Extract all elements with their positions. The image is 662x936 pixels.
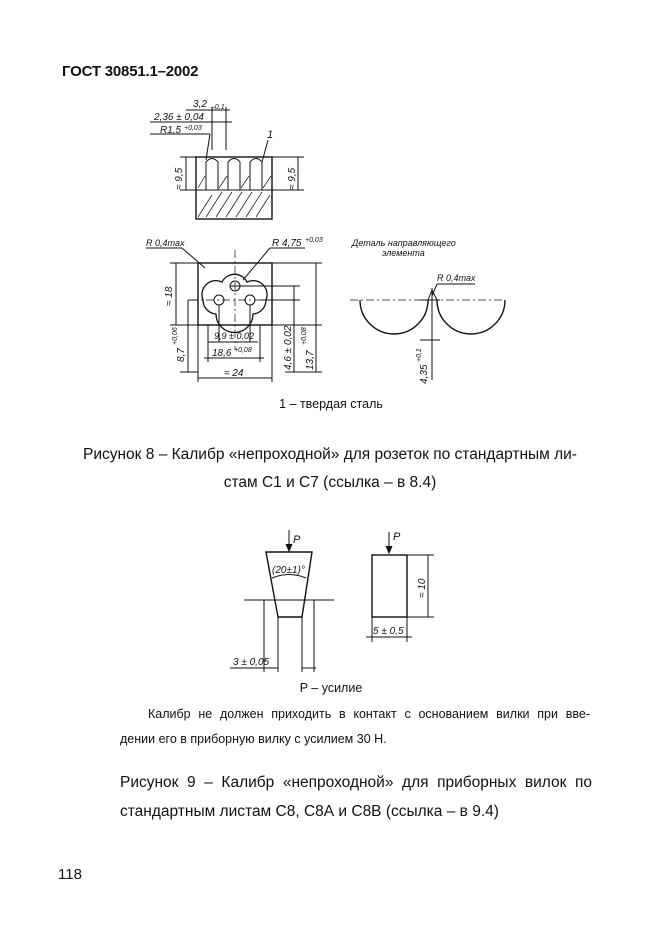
- r-4-75-label: R 4,75: [272, 238, 302, 249]
- dim-5-label: 5 ± 0,5: [373, 626, 404, 637]
- gauge-front-view: [146, 248, 322, 382]
- detail-r-0-4max-label: R 0,4max: [437, 273, 476, 283]
- figure-8-caption-line2: стам С1 и С7 (ссылка – в 8.4): [223, 474, 437, 491]
- page-number: 118: [58, 866, 82, 883]
- dim-3-2-label: 3,2: [193, 99, 207, 110]
- dim-10-label: ≈ 10: [417, 578, 428, 598]
- dim-24-label: ≈ 24: [224, 368, 244, 379]
- dim-13-7-tolerance: +0,08: [301, 327, 308, 345]
- detail-title-line2: элемента: [382, 248, 425, 258]
- dim-13-7-label: 13,7: [305, 350, 316, 370]
- figure-9-note: [120, 702, 590, 752]
- dim-8-7-label: 8,7: [176, 348, 187, 362]
- detail-title-line1: Деталь направляющего: [352, 238, 456, 248]
- dim-8-7-tolerance: +0,06: [172, 327, 179, 345]
- dim-4-35-label: 4,35: [419, 364, 430, 384]
- gauge-top-view: [150, 107, 304, 219]
- angle-label: (20±1)°: [272, 565, 305, 576]
- dim-18-6-tolerance: +0,08: [234, 347, 252, 354]
- document-header: ГОСТ 30851.1–2002: [62, 63, 199, 80]
- figure-8-legend: 1 – твердая сталь: [279, 397, 383, 411]
- figure-8-caption-line1: Рисунок 8 – Калибр «непроходной» для розеток по стандартным ли-: [83, 446, 577, 463]
- note-line2: дении его в приборную вилку с усилием 30 Н.: [120, 732, 387, 746]
- figure-9-caption-line2: стандартным листам С8, С8А и С8В (ссылка – в 9.4): [120, 803, 499, 820]
- callout-1-label: 1: [267, 129, 274, 141]
- r-4-75-tolerance: +0,03: [305, 237, 323, 244]
- dim-9-9-label: 9,9 ± 0,02: [214, 331, 254, 341]
- note-line1: Калибр не должен приходить в контакт с основанием вилки при вве-: [148, 707, 590, 721]
- r-0-4max-label: R 0,4max: [146, 238, 185, 248]
- dim-18-label: ≈ 18: [164, 286, 175, 306]
- dim-r1-5-tolerance: +0,03: [184, 125, 202, 132]
- dim-4-35-tolerance: +0,1: [416, 348, 423, 362]
- dim-3-2-tolerance: –0,1: [211, 104, 225, 111]
- dim-3-label: 3 ± 0,05: [233, 657, 270, 668]
- dim-9-5-left-label: ≈ 9,5: [174, 167, 185, 190]
- figure-9-caption-line1: Рисунок 9 – Калибр «непроходной» для приборных вилок по: [120, 774, 592, 791]
- dim-r1-5-label: R1,5: [160, 125, 182, 136]
- dim-2-36-label: 2,36 ± 0,04: [154, 112, 204, 123]
- force-p-left: P: [293, 534, 301, 546]
- dim-9-5-right-label: ≈ 9,5: [287, 167, 298, 190]
- dim-18-6-label: 18,6: [212, 348, 232, 359]
- figure-9-drawing: [230, 530, 434, 672]
- dim-4-6-label: 4,6 ± 0,02: [283, 325, 294, 370]
- figure-9-legend: P – усилие: [299, 681, 363, 695]
- force-p-right: P: [393, 531, 401, 543]
- figure-9-caption: [120, 768, 592, 826]
